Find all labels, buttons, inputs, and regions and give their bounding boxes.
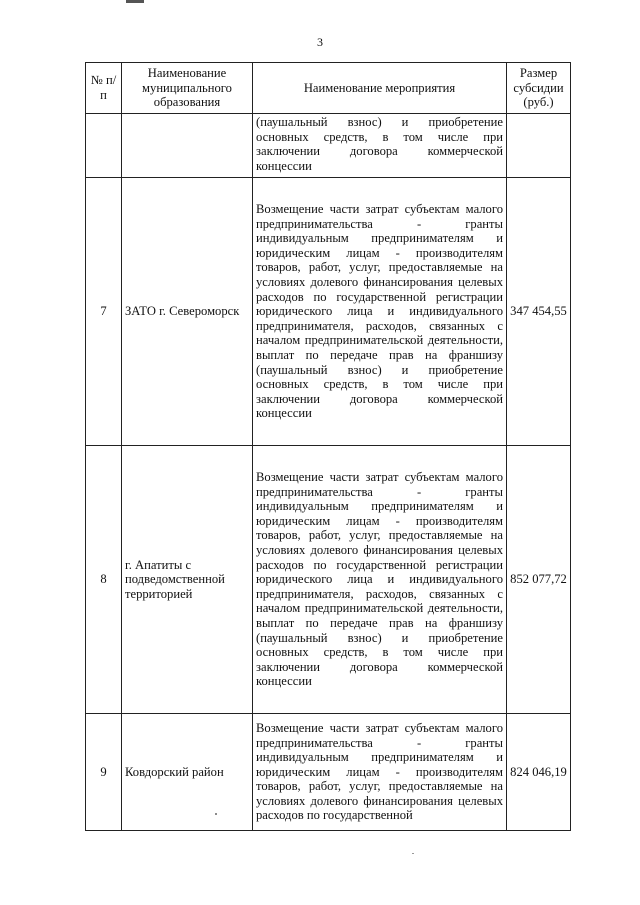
cell-amount: 852 077,72 (507, 446, 571, 714)
table-row (86, 714, 571, 831)
cell-amount: 824 046,19 (507, 714, 571, 831)
cell-municipality: г. Апатиты с подведомственной территорией (122, 446, 253, 714)
cell-event: Возмещение части затрат субъектам малого предпринимательства - гранты индивидуальным предпринимателям и юридическим лицам - производителям товаров, работ, услуг, предоставляемые на условиях долевого финансирования целевых расходов по государственной регистрации юридического лица и индивидуального предпринимателя, расходов, связанных с началом предпринимательской деятельности, выплат по передаче прав на франшизу (паушальный взнос) и приобретение основных средств, в том числе при заключении договора коммерческой концессии (253, 446, 507, 714)
header-event: Наименование мероприятия (253, 63, 507, 114)
cell-num: 9 (86, 714, 122, 831)
header-num: № п/п (86, 63, 122, 114)
cell-municipality (122, 114, 253, 178)
cell-amount (507, 114, 571, 178)
subsidy-table (85, 62, 571, 831)
table-row-continuation (86, 114, 571, 178)
scan-speck (412, 853, 414, 854)
cell-num: 8 (86, 446, 122, 714)
cell-event: Возмещение части затрат субъектам малого предпринимательства - гранты индивидуальным предпринимателям и юридическим лицам - производителям товаров, работ, услуг, предоставляемые на условиях долевого финансирования целевых расходов по государственной регистрации юридического лица и индивидуального предпринимателя, расходов, связанных с началом предпринимательской деятельности, выплат по передаче прав на франшизу (паушальный взнос) и приобретение основных средств, в том числе при заключении договора коммерческой концессии (253, 178, 507, 446)
cell-event: (паушальный взнос) и приобретение основных средств, в том числе при заключении договора коммерческой концессии (253, 114, 507, 178)
scan-speck (215, 813, 217, 815)
header-municipality: Наименование муниципального образования (122, 63, 253, 114)
scan-mark (126, 0, 144, 3)
header-amount: Размер субсидии (руб.) (507, 63, 571, 114)
table-row (86, 446, 571, 714)
cell-municipality: ЗАТО г. Североморск (122, 178, 253, 446)
cell-event: Возмещение части затрат субъектам малого предпринимательства - гранты индивидуальным предпринимателям и юридическим лицам - производителям товаров, работ, услуг, предоставляемые на условиях долевого финансирования целевых расходов по государственной (253, 714, 507, 831)
cell-municipality: Ковдорский район (122, 714, 253, 831)
page-number: 3 (317, 35, 323, 49)
table-row (86, 178, 571, 446)
cell-amount: 347 454,55 (507, 178, 571, 446)
cell-num: 7 (86, 178, 122, 446)
cell-num (86, 114, 122, 178)
table-header-row (86, 63, 571, 114)
